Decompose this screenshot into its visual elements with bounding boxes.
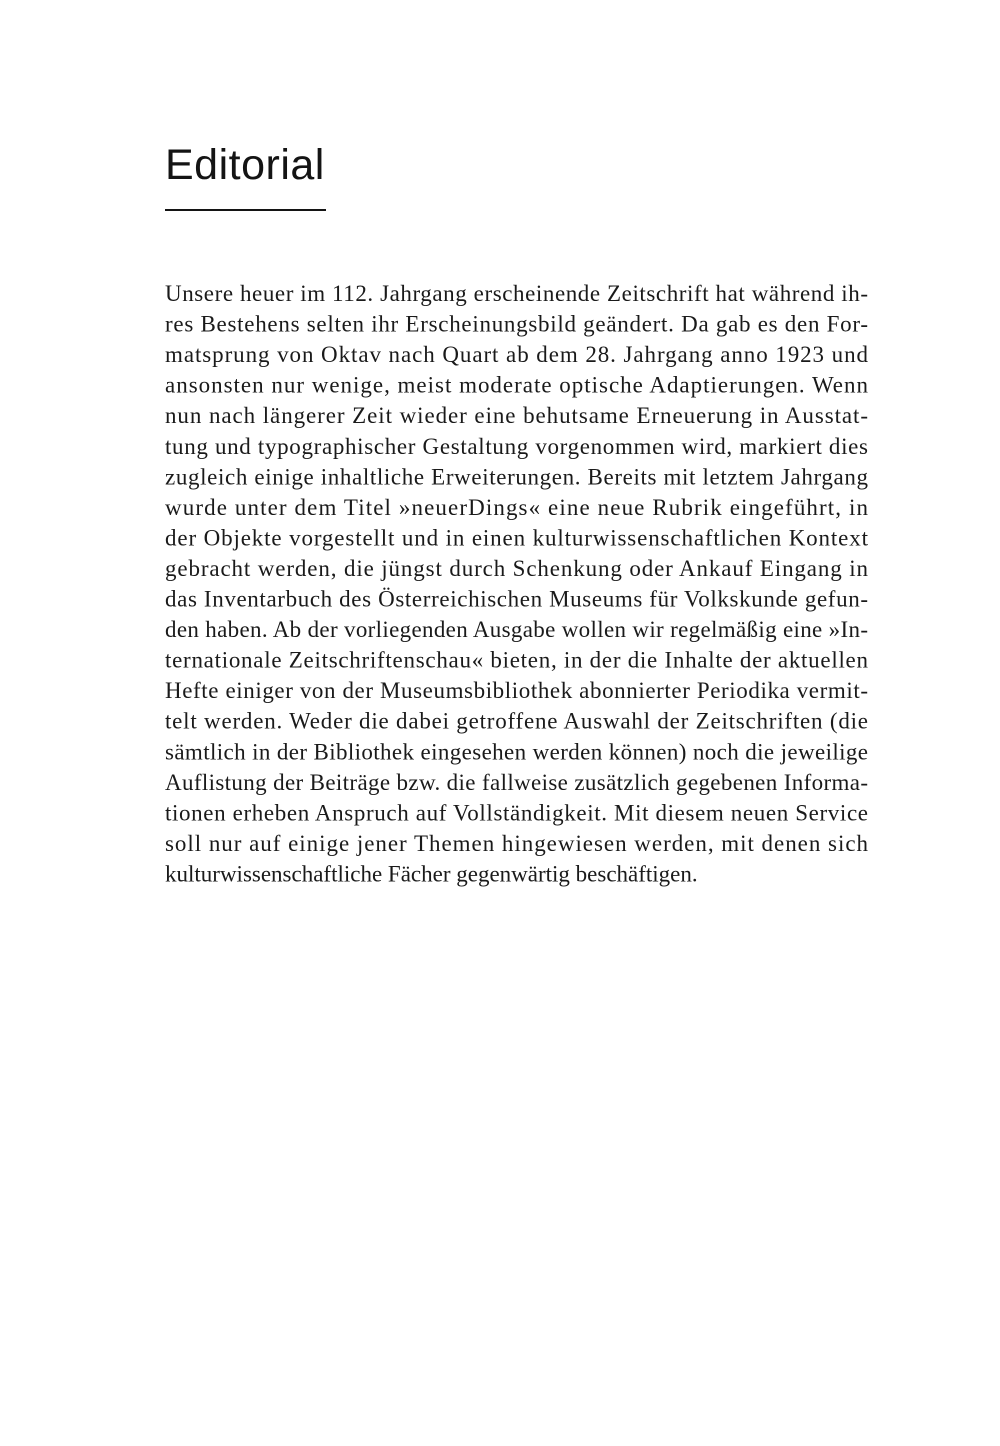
paragraph-line: ansonsten nur wenige, meist moderate optische Adaptierungen. Wenn: [165, 372, 868, 398]
paragraph-line: zugleich einige inhaltliche Erweiterungen. Bereits mit letztem Jahrgang: [165, 464, 868, 490]
paragraph-line: Auflistung der Beiträge bzw. die fallweise zusätzlich gegebenen Informa-: [165, 769, 868, 795]
paragraph-line: Hefte einiger von der Museumsbibliothek abonnierter Periodika vermit-: [165, 678, 868, 704]
paragraph-line: das Inventarbuch des Österreichischen Museums für Volkskunde gefun-: [165, 586, 868, 612]
paragraph-line: soll nur auf einige jener Themen hingewiesen werden, mit denen sich: [165, 830, 868, 856]
paragraph-line: Unsere heuer im 112. Jahrgang erscheinende Zeitschrift hat während ih-: [165, 281, 868, 306]
paragraph-line: nun nach längerer Zeit wieder eine behutsame Erneuerung in Ausstat-: [165, 403, 868, 429]
paragraph-line: telt werden. Weder die dabei getroffene Auswahl der Zeitschriften (die: [165, 708, 868, 734]
paragraph-line: den haben. Ab der vorliegenden Ausgabe wollen wir regelmäßig eine »In-: [165, 617, 868, 643]
paragraph-line: wurde unter dem Titel »neuerDings« eine neue Rubrik eingeführt, in: [165, 494, 868, 520]
page-title: Editorial: [165, 141, 325, 189]
paragraph-line: matsprung von Oktav nach Quart ab dem 28. Jahrgang anno 1923 und: [165, 342, 868, 368]
paragraph-line: res Bestehens selten ihr Erscheinungsbild geändert. Da gab es den For-: [165, 311, 868, 337]
paragraph-line: tung und typographischer Gestaltung vorgenommen wird, markiert dies: [165, 433, 868, 459]
paragraph-line: kulturwissenschaftliche Fächer gegenwärtig beschäftigen.: [165, 861, 698, 887]
paragraph-line: tionen erheben Anspruch auf Vollständigkeit. Mit diesem neuen Service: [165, 800, 868, 826]
paragraph-line: sämtlich in der Bibliothek eingesehen werden können) noch die jeweilige: [165, 739, 868, 765]
paragraph-line: ternationale Zeitschriftenschau« bieten, in der die Inhalte der aktuellen: [165, 647, 868, 673]
paragraph-line: der Objekte vorgestellt und in einen kulturwissenschaftlichen Kontext: [165, 525, 868, 551]
title-underline-rule: [165, 209, 326, 211]
editorial-paragraph: [165, 279, 868, 894]
paragraph-line: gebracht werden, die jüngst durch Schenkung oder Ankauf Eingang in: [165, 555, 868, 581]
